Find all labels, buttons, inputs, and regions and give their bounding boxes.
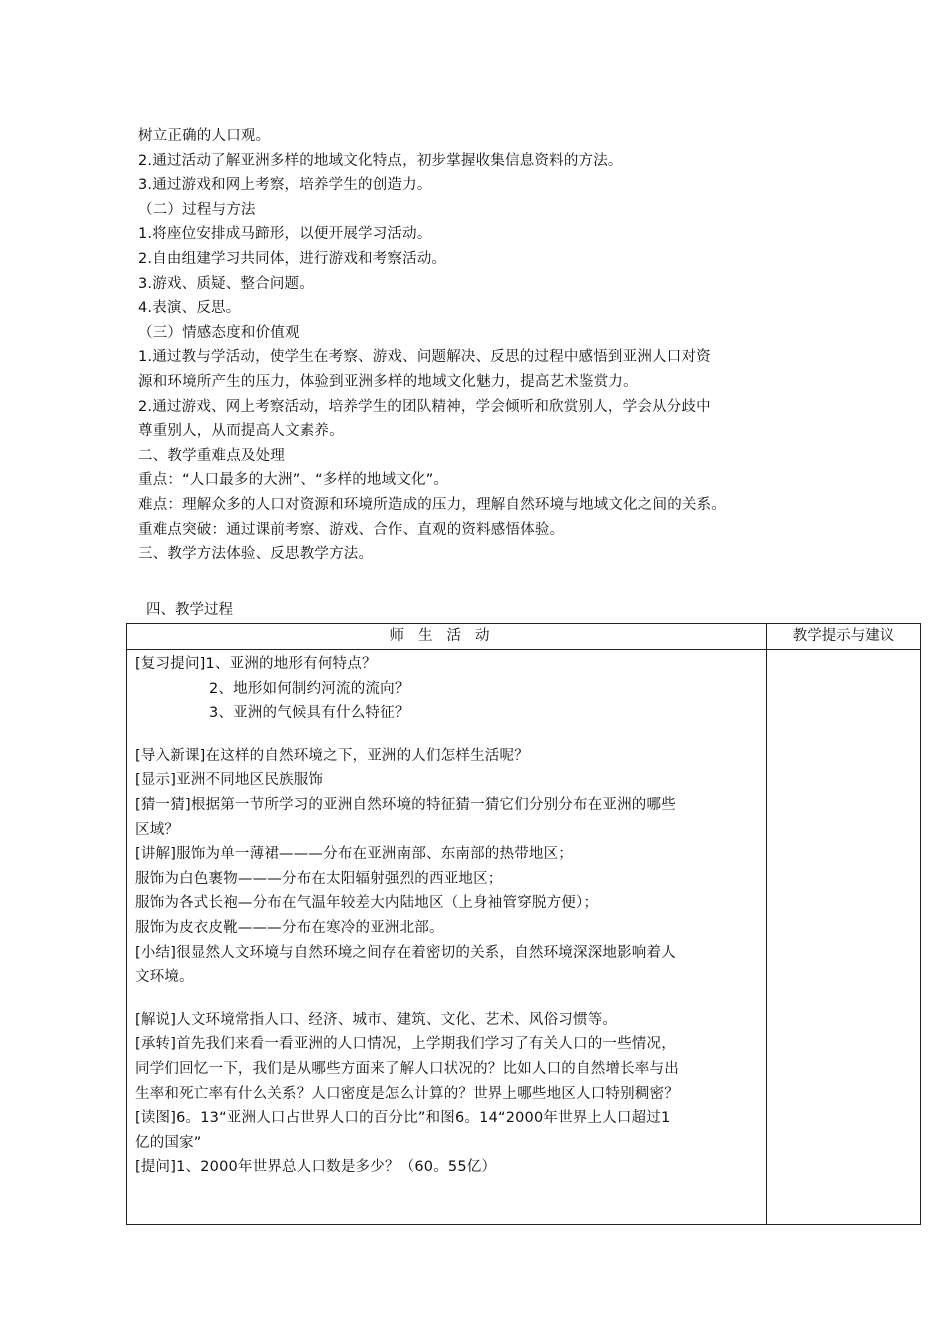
text-line: 源和环境所产生的压力，体验到亚洲多样的地域文化魅力，提高艺术鉴赏力。 xyxy=(138,373,638,390)
activity-line: [复习提问]1、亚洲的地形有何特点？ xyxy=(135,656,377,672)
activity-line: 3、亚洲的气候具有什么特征？ xyxy=(209,705,410,722)
activity-line: 文环境。 xyxy=(135,969,194,986)
activity-line: [提问]1、2000年世界总人口数是多少？（60。55亿） xyxy=(135,1159,497,1176)
text-line: 1.将座位安排成马蹄形，以便开展学习活动。 xyxy=(138,226,432,243)
text-line: 尊重别人，从而提高人文素养。 xyxy=(138,423,344,440)
table-header-row xyxy=(127,624,921,650)
text-line: 2.通过游戏、网上考察活动，培养学生的团队精神，学会倾听和欣赏别人，学会从分歧中 xyxy=(138,398,711,415)
activity-line: [小结]很显然人文环境与自然环境之间存在着密切的关系，自然环境深深地影响着人 xyxy=(135,944,676,961)
activity-line: 服饰为白色裹物———分布在太阳辐射强烈的西亚地区； xyxy=(135,870,503,887)
text-line: 1.通过教与学活动，使学生在考察、游戏、问题解决、反思的过程中感悟到亚洲人口对资 xyxy=(138,349,711,366)
activity-line: [猜一猜]根据第一节所学习的亚洲自然环境的特征猜一猜它们分别分布在亚洲的哪些 xyxy=(135,796,676,813)
section-title-teaching-process: 四、教学过程 xyxy=(146,602,233,618)
activity-cell xyxy=(127,650,767,1225)
header-teaching-tips: 教学提示与建议 xyxy=(767,624,921,650)
table-row xyxy=(127,650,921,1225)
activity-line: 亿的国家” xyxy=(135,1134,202,1151)
section-heading: 三、教学方法体验、反思教学方法。 xyxy=(138,546,374,563)
subsection-heading: （三）情感态度和价值观 xyxy=(138,324,300,341)
activity-line: [解说]人文环境常指人口、经济、城市、建筑、文化、艺术、风俗习惯等。 xyxy=(135,1011,618,1028)
blank-line xyxy=(135,726,766,744)
activity-line: [承转]首先我们来看一看亚洲的人口情况，上学期我们学习了有关人口的一些情况， xyxy=(135,1036,676,1053)
subsection-heading: （二）过程与方法 xyxy=(138,201,256,218)
blank-line xyxy=(135,990,766,1008)
text-line: 树立正确的人口观。 xyxy=(138,128,271,144)
text-line: 3.通过游戏和网上考察，培养学生的创造力。 xyxy=(138,177,432,194)
text-line: 2.通过活动了解亚洲多样的地域文化特点，初步掌握收集信息资料的方法。 xyxy=(138,152,623,169)
text-line: 2.自由组建学习共同体，进行游戏和考察活动。 xyxy=(138,250,447,267)
activity-line: 区域？ xyxy=(135,821,180,838)
section-heading: 二、教学重难点及处理 xyxy=(138,447,285,464)
header-teacher-student-activity: 师生活动 xyxy=(127,624,767,650)
text-line: 难点：理解众多的人口对资源和环境所造成的压力，理解自然环境与地域文化之间的关系。 xyxy=(138,496,726,513)
activity-line: 2、地形如何制约河流的流向？ xyxy=(209,680,410,697)
text-line: 3.游戏、质疑、整合问题。 xyxy=(138,275,314,292)
activity-line: 服饰为皮衣皮靴———分布在寒冷的亚洲北部。 xyxy=(135,919,444,936)
activity-line: [显示]亚洲不同地区民族服饰 xyxy=(135,772,324,789)
text-line: 4.表演、反思。 xyxy=(138,300,241,317)
activity-line: 同学们回忆一下，我们是从哪些方面来了解人口状况的？比如人口的自然增长率与出 xyxy=(135,1060,679,1077)
activity-line: [导入新课]在这样的自然环境之下，亚洲的人们怎样生活呢？ xyxy=(135,747,529,764)
teaching-tips-cell xyxy=(767,650,921,1225)
activity-line: 生率和死亡率有什么关系？人口密度是怎么计算的？世界上哪些地区人口特别稠密？ xyxy=(135,1085,679,1102)
text-line: 重难点突破：通过课前考察、游戏、合作、直观的资料感悟体验。 xyxy=(138,521,565,538)
activity-line: 服饰为各式长袍—分布在气温年较差大内陆地区（上身袖管穿脱方便）； xyxy=(135,895,599,912)
activity-line: [讲解]服饰为单一薄裙———分布在亚洲南部、东南部的热带地区； xyxy=(135,846,574,863)
activity-line: [读图]6。13“亚洲人口占世界人口的百分比”和图6。14“2000年世界上人口超过1 xyxy=(135,1110,671,1127)
text-line: 重点：“人口最多的大洲”、“多样的地域文化”。 xyxy=(138,472,449,489)
intro-text xyxy=(138,124,828,567)
teaching-process-table xyxy=(126,623,921,1225)
